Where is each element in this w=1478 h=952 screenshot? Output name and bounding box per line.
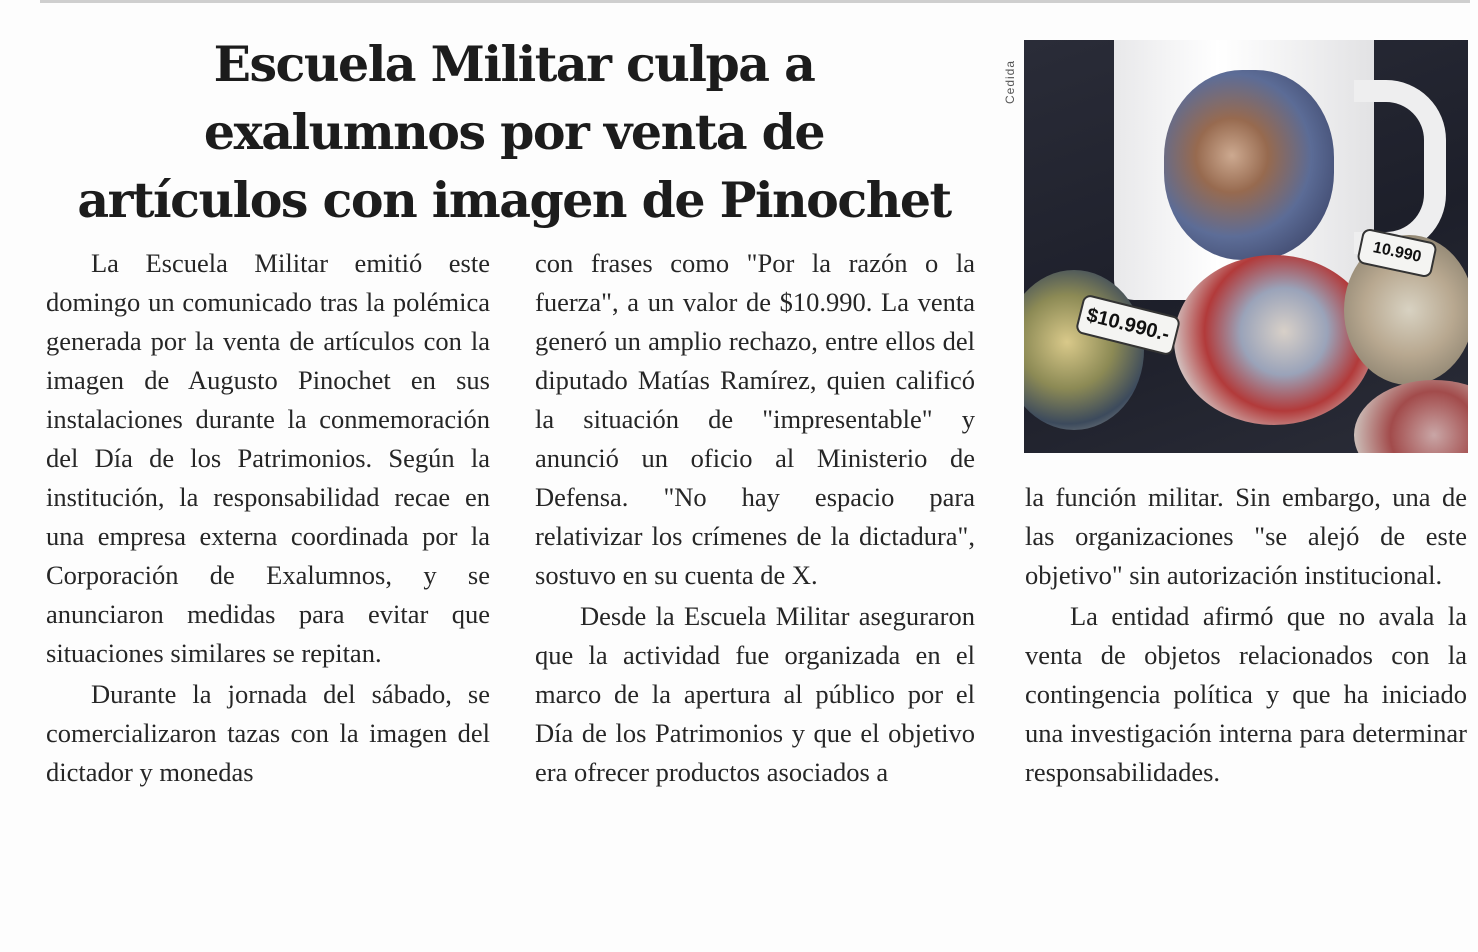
paragraph: con frases como "Por la razón o la fuerza", a un valor de $10.990. La venta generó un amplio rechazo, entre ellos del diputado Matías Ramírez, quien calificó la situación de "impresentable" y anunció un oficio al Ministerio de Defensa. "No hay espacio para relativizar los crímenes de la dictadura", sostuvo en su cuenta de X. [535, 248, 975, 590]
paragraph: Durante la jornada del sábado, se comercializaron tazas con la imagen del dictador y monedas [46, 679, 490, 787]
headline-line-2: exalumnos por venta de [203, 103, 825, 161]
headline-line-1: Escuela Militar culpa a [213, 35, 815, 93]
paragraph: la función militar. Sin embargo, una de las organizaciones "se alejó de este objetivo" sin autorización institucional. [1025, 482, 1467, 590]
top-rule [40, 0, 1470, 3]
price-tag: $10.990.- [1075, 293, 1182, 356]
coin-image [1354, 380, 1468, 453]
article-headline [40, 30, 988, 234]
article-column-1 [46, 244, 490, 792]
mug-portrait-print [1164, 70, 1334, 260]
paragraph: Desde la Escuela Militar aseguraron que la actividad fue organizada en el marco de la apertura al público por el Día de los Patrimonios y que el objetivo era ofrecer productos asociados a [535, 601, 975, 787]
price-tag: 10.990 [1356, 227, 1438, 278]
paragraph: La Escuela Militar emitió este domingo un comunicado tras la polémica generada por la venta de artículos con la imagen de Augusto Pinochet en sus instalaciones durante la conmemoración del Día de los Patrimonios. Según la institución, la responsabilidad recae en una empresa externa coordinada por la Corporación de Exalumnos, y se anunciaron medidas para evitar que situaciones similares se repitan. [46, 248, 490, 668]
article-column-2 [535, 244, 975, 792]
photo-credit: Cedida [1003, 59, 1017, 104]
coin-image [1174, 255, 1374, 425]
article-column-3 [1025, 478, 1467, 792]
article-photo [1024, 40, 1468, 453]
headline-line-3: artículos con imagen de Pinochet [77, 171, 951, 229]
paragraph: La entidad afirmó que no avala la venta de objetos relacionados con la contingencia política y que ha iniciado una investigación interna para determinar responsabilidades. [1025, 601, 1467, 787]
